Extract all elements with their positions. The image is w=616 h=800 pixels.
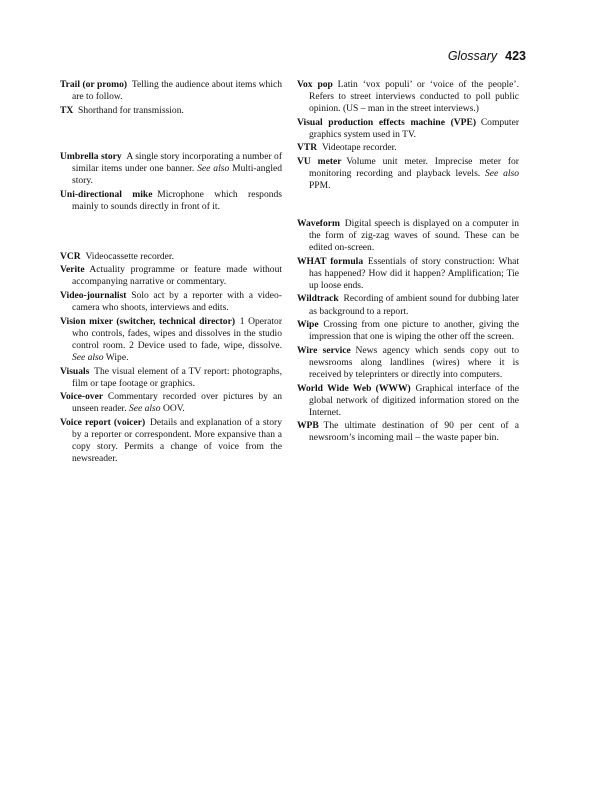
letter-group-spacer [297,194,519,218]
glossary-entry [297,319,519,343]
glossary-entry [297,156,519,192]
glossary-term: Vox pop [297,79,333,90]
letter-group-spacer [60,118,282,151]
glossary-definition: Solo act by a reporter with a video-camera who shoots, interviews and edits. [72,290,282,314]
glossary-definition: Latin ‘vox populi’ or ‘voice of the people’. Refers to street interviews conducted to poll public opinion. (US – man in the street interviews.) [309,79,519,115]
glossary-term: Wildtrack [297,293,339,305]
running-head [448,49,526,63]
glossary-definition: Essentials of story construction: What has happened? How did it happen? Amplification; Tie up loose ends. [309,255,520,291]
glossary-term: Umbrella story [60,151,122,163]
glossary-term: Voice-over [60,391,104,403]
glossary-entry [60,189,282,213]
glossary-definition: The ultimate destination of 90 per cent of a newsroom’s incoming mail – the waste paper bin. [309,420,519,444]
glossary-entry [60,290,282,314]
glossary-entry [297,79,519,115]
glossary-entry [60,251,282,263]
glossary-term: Visuals [60,365,90,377]
glossary-definition: Videocassette recorder. [85,250,174,262]
see-also: See also [72,352,104,363]
glossary-definition: News agency which sends copy out to newsrooms along landlines (wires) where it is received by teleprinters or directly into computers. [309,344,519,380]
glossary-entry [297,117,519,141]
glossary-definition: Telling the audience about items which are to follow. [72,79,282,103]
glossary-entry [60,79,282,103]
glossary-entry [297,142,519,154]
glossary-definition: Graphical interface of the global network of digitized information stored on the Internet. [309,382,519,418]
glossary-definition: Commentary recorded over pictures by an unseen reader. [72,391,282,415]
glossary-term: Trail (or promo) [60,79,128,90]
glossary-definition: Crossing from one picture to another, giving the impression that one is wiping the other off the screen. [309,319,519,343]
glossary-entry [60,151,282,187]
glossary-definition: 1 Operator who controls, fades, wipes and dissolves in the studio control room. 2 Device used to fade, wipe, dissolve. [72,315,282,351]
glossary-definition: Actuality programme or feature made without accompanying narrative or commentary. [72,264,282,288]
glossary-entry [60,417,282,465]
see-also: See also [485,168,519,180]
glossary-term: VU meter [297,156,342,168]
glossary-definition: Videotape recorder. [321,142,397,154]
glossary-term: VTR [297,142,318,154]
glossary-term: Uni-directional mike [60,189,153,201]
glossary-term: WPB [297,420,319,432]
glossary-term: VCR [60,250,81,262]
glossary-term: Voice report (voicer) [60,416,146,428]
glossary-definition: The visual element of a TV report: photographs, film or tape footage or graphics. [72,365,282,389]
glossary-term: Video-journalist [60,290,127,302]
glossary-entry [60,105,282,117]
cross-reference: Wipe. [105,352,129,363]
glossary-term: Vision mixer (switcher, technical director) [60,315,235,327]
letter-group-spacer [60,215,282,251]
glossary-column-right [297,79,519,446]
glossary-definition: Microphone which responds mainly to sounds directly in front of it. [72,189,282,213]
glossary-term: TX [60,104,74,116]
glossary-term: World Wide Web (WWW) [297,382,411,394]
glossary-term: Verite [60,264,85,276]
glossary-entry [297,218,519,254]
cross-reference: PPM. [309,180,331,192]
glossary-entry [297,256,519,292]
page-number: 423 [505,49,526,63]
glossary-definition: A single story incorporating a number of similar items under one banner. [72,151,282,175]
glossary-term: Wipe [297,319,319,331]
glossary-entry [60,391,282,415]
cross-reference: OOV. [162,403,185,415]
glossary-definition: Details and explanation of a story by a reporter or correspondent. More expansive than a copy story. Permits a change of voice from the newsreader. [72,416,282,465]
glossary-definition: Recording of ambient sound for dubbing later as background to a report. [309,293,519,317]
glossary-column-left [60,79,282,467]
glossary-entry [297,420,519,444]
glossary-entry [60,366,282,390]
glossary-entry [297,345,519,381]
glossary-definition: Shorthand for transmission. [78,104,184,116]
glossary-term: Wire service [297,344,351,356]
see-also: See also [197,163,230,175]
glossary-definition: Computer graphics system used in TV. [309,116,519,140]
glossary-definition: Digital speech is displayed on a computer in the form of zig-zag waves of sound. These can be edited on-screen. [309,217,519,254]
section-title: Glossary [447,49,498,63]
cross-reference: Multi-angled story. [72,163,282,187]
see-also: See also [129,403,161,415]
glossary-term: Visual production effects machine (VPE) [297,116,477,128]
glossary-term: Waveform [297,217,340,229]
glossary-definition: Volume unit meter. Imprecise meter for monitoring recording and playback levels. [309,156,519,180]
glossary-entry [60,316,282,364]
glossary-entry [297,293,519,317]
glossary-entry [297,383,519,419]
glossary-term: WHAT formula [297,255,364,267]
glossary-entry [60,264,282,288]
